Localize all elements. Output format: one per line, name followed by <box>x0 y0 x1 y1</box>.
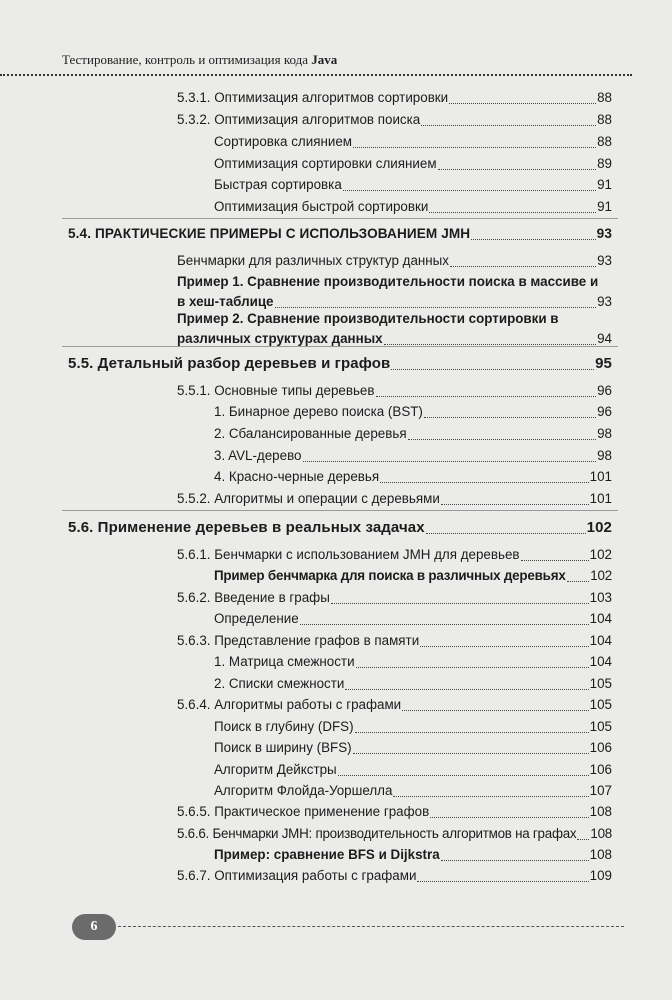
section-divider <box>62 218 618 219</box>
toc-entry: Алгоритм Флойда-Уоршелла 107 <box>214 783 612 798</box>
toc-entry: Сортировка слиянием 88 <box>214 134 612 149</box>
toc-entry: Поиск в глубину (DFS) 105 <box>214 719 612 734</box>
toc-entry: 5.3.2. Оптимизация алгоритмов поиска 88 <box>177 112 612 127</box>
toc-entry: Алгоритм Дейкстры 106 <box>214 762 612 777</box>
toc-entry: 5.6.4. Алгоритмы работы с графами 105 <box>177 697 612 712</box>
toc-entry: 2. Сбалансированные деревья 98 <box>214 426 612 441</box>
toc-entry: Быстрая сортировка 91 <box>214 177 612 192</box>
header-title: Тестирование, контроль и оптимизация кода <box>62 52 312 67</box>
header-title-lang: Java <box>311 52 338 67</box>
footer-rule <box>118 926 624 927</box>
toc-entry: 5.6.3. Представление графов в памяти 104 <box>177 633 612 648</box>
toc-entry: 1. Бинарное дерево поиска (BST) 96 <box>214 404 612 419</box>
toc-entry: 5.6.6. Бенчмарки JMH: производительность алгоритмов на графах 108 <box>177 826 612 841</box>
toc-entry: 5.6.7. Оптимизация работы с графами 109 <box>177 868 612 883</box>
toc-entry: 4. Красно-черные деревья 101 <box>214 469 612 484</box>
toc-entry: 2. Списки смежности 105 <box>214 676 612 691</box>
toc-entry: Определение 104 <box>214 611 612 626</box>
toc-entry: Оптимизация быстрой сортировки 91 <box>214 199 612 214</box>
toc-entry: 5.5.2. Алгоритмы и операции с деревьями 101 <box>177 491 612 506</box>
toc-entry-example-2: Пример 2. Сравнение производительности сортировки в различных структурах данных 94 <box>177 311 612 346</box>
toc-entry: 5.6.2. Введение в графы 103 <box>177 590 612 605</box>
toc-entry: 5.5.1. Основные типы деревьев 96 <box>177 383 612 398</box>
toc-entry: 5.6.1. Бенчмарки с использованием JMH для деревьев 102 <box>177 547 612 562</box>
toc-entry: Пример бенчмарка для поиска в различных деревьях 102 <box>214 568 612 583</box>
toc-entry: 1. Матрица смежности 104 <box>214 654 612 669</box>
toc-section-5-5: 5.5. Детальный разбор деревьев и графов 95 <box>68 355 612 372</box>
toc-section-5-4: 5.4. ПРАКТИЧЕСКИЕ ПРИМЕРЫ С ИСПОЛЬЗОВАНИЕМ JMH 93 <box>68 226 612 241</box>
section-divider <box>62 346 618 347</box>
toc-section-5-6: 5.6. Применение деревьев в реальных задачах 102 <box>68 519 612 536</box>
section-divider <box>62 510 618 511</box>
toc-entry: Оптимизация сортировки слиянием 89 <box>214 156 612 171</box>
toc-entry-example-1: Пример 1. Сравнение производительности поиска в массиве и в хеш-таблице 93 <box>177 274 612 309</box>
toc-entry: Бенчмарки для различных структур данных 93 <box>177 253 612 268</box>
toc-entry: 3. AVL-дерево 98 <box>214 448 612 463</box>
toc-entry: 5.3.1. Оптимизация алгоритмов сортировки 88 <box>177 90 612 105</box>
page-number-badge: 6 <box>72 914 116 940</box>
toc-entry: Пример: сравнение BFS и Dijkstra 108 <box>214 847 612 862</box>
toc-entry: Поиск в ширину (BFS) 106 <box>214 740 612 755</box>
toc-entry: 5.6.5. Практическое применение графов 108 <box>177 804 612 819</box>
